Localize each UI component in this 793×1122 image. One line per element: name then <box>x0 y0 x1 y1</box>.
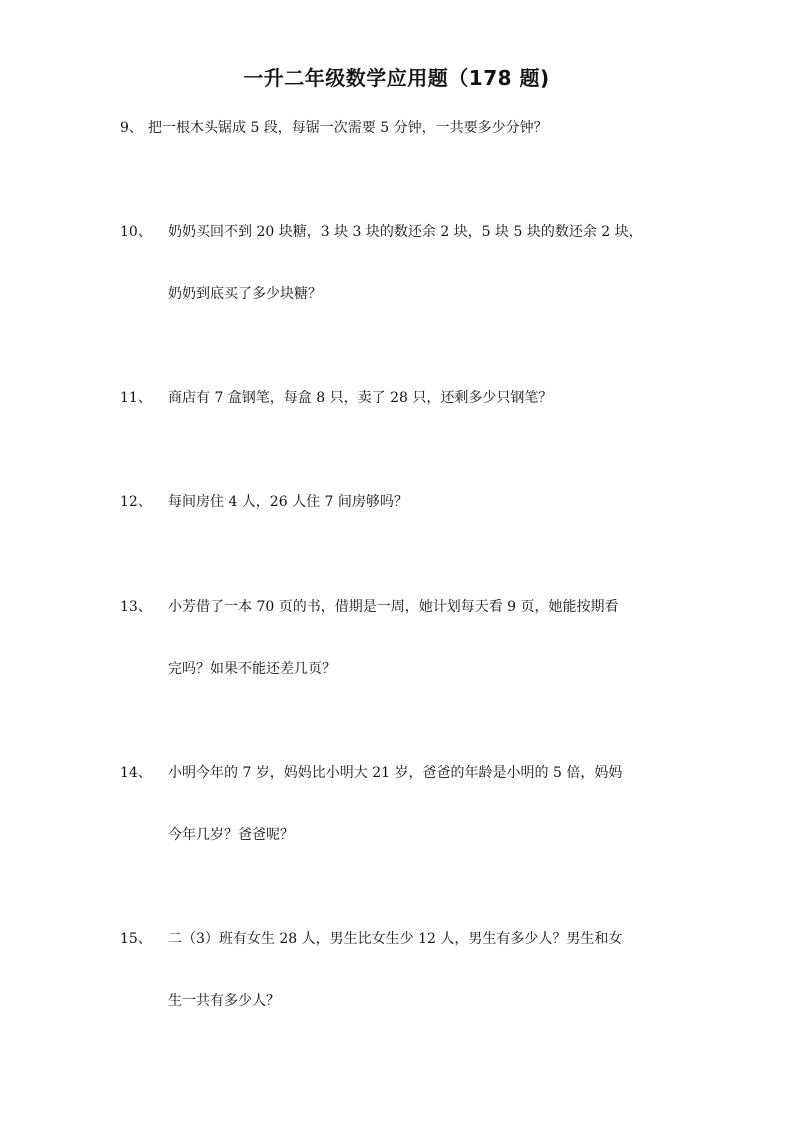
question-number: 14、 <box>120 765 152 781</box>
question-number: 13、 <box>120 599 152 615</box>
question-text-continued: 奶奶到底买了多少块糖？ <box>168 286 322 302</box>
question-text: 小芳借了一本 70 页的书，借期是一周，她计划每天看 9 页，她能按期看 <box>168 599 619 615</box>
question-text: 把一根木头锯成 5 段，每锯一次需要 5 分钟，一共要多少分钟？ <box>148 120 548 136</box>
question-number: 9、 <box>120 120 143 136</box>
page-title: 一升二年级数学应用题（178 题) <box>243 66 550 90</box>
question-text-continued: 完吗？如果不能还差几页？ <box>168 661 336 677</box>
question-text: 二（3）班有女生 28 人，男生比女生少 12 人，男生有多少人？男生和女 <box>168 931 623 947</box>
question-text: 商店有 7 盒钢笔，每盒 8 只，卖了 28 只，还剩多少只钢笔？ <box>168 390 553 406</box>
question-text-continued: 生一共有多少人？ <box>168 993 280 1009</box>
question-text: 小明今年的 7 岁，妈妈比小明大 21 岁，爸爸的年龄是小明的 5 倍，妈妈 <box>168 765 623 781</box>
question-number: 12、 <box>120 494 152 510</box>
question-text: 每间房住 4 人，26 人住 7 间房够吗？ <box>168 494 408 510</box>
question-number: 10、 <box>120 224 152 240</box>
question-text: 奶奶买回不到 20 块糖，3 块 3 块的数还余 2 块，5 块 5 块的数还余 2 块， <box>168 224 643 240</box>
question-number: 15、 <box>120 931 152 947</box>
question-number: 11、 <box>120 390 152 406</box>
question-text-continued: 今年几岁？爸爸呢？ <box>168 827 294 843</box>
